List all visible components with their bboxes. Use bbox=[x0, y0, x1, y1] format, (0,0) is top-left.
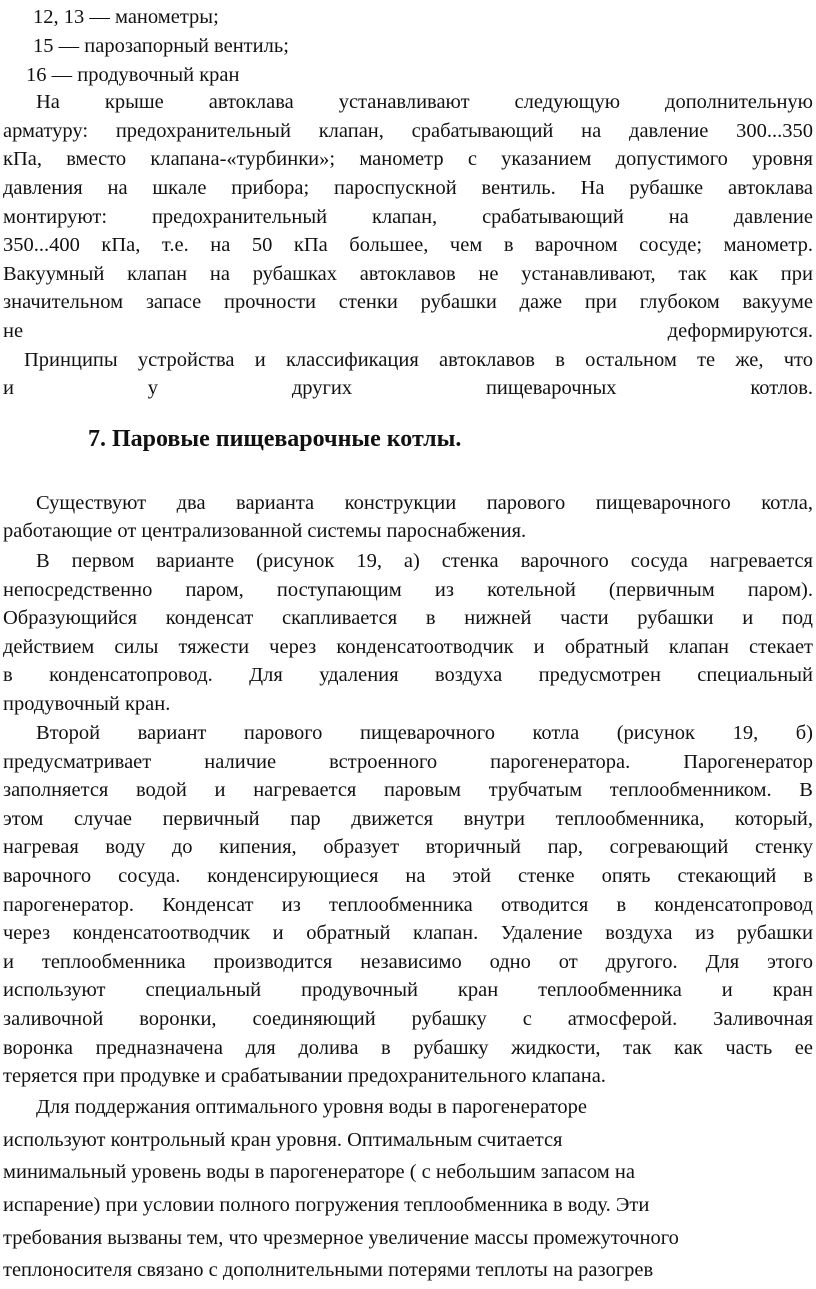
paragraph-line: монтируют: предохранительный клапан, срабатывающий на давление bbox=[3, 206, 813, 228]
paragraph-line: и у других пищеварочных котлов. bbox=[3, 377, 813, 399]
paragraph-line: арматуру: предохранительный клапан, срабатывающий на давление 300...350 bbox=[3, 120, 813, 142]
paragraph-line: работающие от централизованной системы пароснабжения. bbox=[3, 520, 527, 542]
paragraph-line: В первом варианте (рисунок 19, а) стенка варочного сосуда нагревается bbox=[36, 550, 813, 572]
paragraph-line: не деформируются. bbox=[3, 320, 813, 342]
paragraph-line: значительном запасе прочности стенки рубашки даже при глубоком вакууме bbox=[3, 291, 813, 313]
paragraph-line: минимальный уровень воды в парогенераторе ( с небольшим запасом на bbox=[3, 1161, 635, 1183]
section-heading: 7. Паровые пищеварочные котлы. bbox=[88, 426, 462, 452]
paragraph-line: Второй вариант парового пищеварочного котла (рисунок 19, б) bbox=[36, 722, 813, 744]
paragraph-line: теряется при продувке и срабатывании предохранительного клапана. bbox=[3, 1065, 606, 1087]
paragraph-line: предусматривает наличие встроенного парогенератора. Парогенератор bbox=[3, 751, 813, 773]
list-item: 12, 13 — манометры; bbox=[33, 6, 219, 28]
paragraph-line: заливочной воронки, соединяющий рубашку с атмосферой. Заливочная bbox=[3, 1008, 813, 1030]
paragraph-line: Существуют два варианта конструкции парового пищеварочного котла, bbox=[36, 492, 813, 514]
paragraph-line: варочного сосуда. конденсирующиеся на этой стенке опять стекающий в bbox=[3, 865, 813, 887]
paragraph-line: заполняется водой и нагревается паровым трубчатым теплообменником. В bbox=[3, 779, 813, 801]
paragraph-line: и теплообменника производится независимо одно от другого. Для этого bbox=[3, 951, 813, 973]
paragraph-line: 350...400 кПа, т.е. на 50 кПа большее, чем в варочном сосуде; манометр. bbox=[3, 234, 813, 256]
list-item: 15 — парозапорный вентиль; bbox=[33, 35, 289, 57]
paragraph-line: через конденсатоотводчик и обратный клапан. Удаление воздуха из рубашки bbox=[3, 922, 813, 944]
paragraph-line: продувочный кран. bbox=[3, 693, 171, 715]
paragraph-line: используют контрольный кран уровня. Оптимальным считается bbox=[3, 1129, 563, 1151]
paragraph-line: Вакуумный клапан на рубашках автоклавов не устанавливают, так как при bbox=[3, 263, 813, 285]
paragraph-line: На крыше автоклава устанавливают следующую дополнительную bbox=[36, 91, 813, 113]
paragraph-line: используют специальный продувочный кран теплообменника и кран bbox=[3, 979, 813, 1001]
paragraph-line: требования вызваны тем, что чрезмерное увеличение массы промежуточного bbox=[3, 1227, 679, 1249]
paragraph-line: нагревая воду до кипения, образует вторичный пар, согревающий стенку bbox=[3, 836, 813, 858]
paragraph-line: непосредственно паром, поступающим из котельной (первичным паром). bbox=[3, 579, 813, 601]
paragraph-line: Для поддержания оптимального уровня воды в парогенераторе bbox=[36, 1096, 587, 1118]
paragraph-line: воронка предназначена для долива в рубашку жидкости, так как часть ее bbox=[3, 1037, 813, 1059]
paragraph-line: давления на шкале прибора; пароспускной вентиль. На рубашке автоклава bbox=[3, 177, 813, 199]
list-item: 16 — продувочный кран bbox=[26, 64, 240, 86]
paragraph-line: Образующийся конденсат скапливается в нижней части рубашки и под bbox=[3, 607, 813, 629]
paragraph-line: этом случае первичный пар движется внутри теплообменника, который, bbox=[3, 808, 813, 830]
paragraph-line: парогенератор. Конденсат из теплообменника отводится в конденсатопровод bbox=[3, 894, 813, 916]
paragraph-line: испарение) при условии полного погружения теплообменника в воду. Эти bbox=[3, 1194, 650, 1216]
paragraph-line: Принципы устройства и классификация автоклавов в остальном те же, что bbox=[24, 349, 813, 371]
paragraph-line: кПа, вместо клапана-«турбинки»; манометр с указанием допустимого уровня bbox=[3, 148, 813, 170]
paragraph-line: в конденсатопровод. Для удаления воздуха предусмотрен специальный bbox=[3, 664, 813, 686]
paragraph-line: действием силы тяжести через конденсатоотводчик и обратный клапан стекает bbox=[3, 636, 813, 658]
paragraph-line: теплоносителя связано с дополнительными потерями теплоты на разогрев bbox=[3, 1259, 654, 1281]
